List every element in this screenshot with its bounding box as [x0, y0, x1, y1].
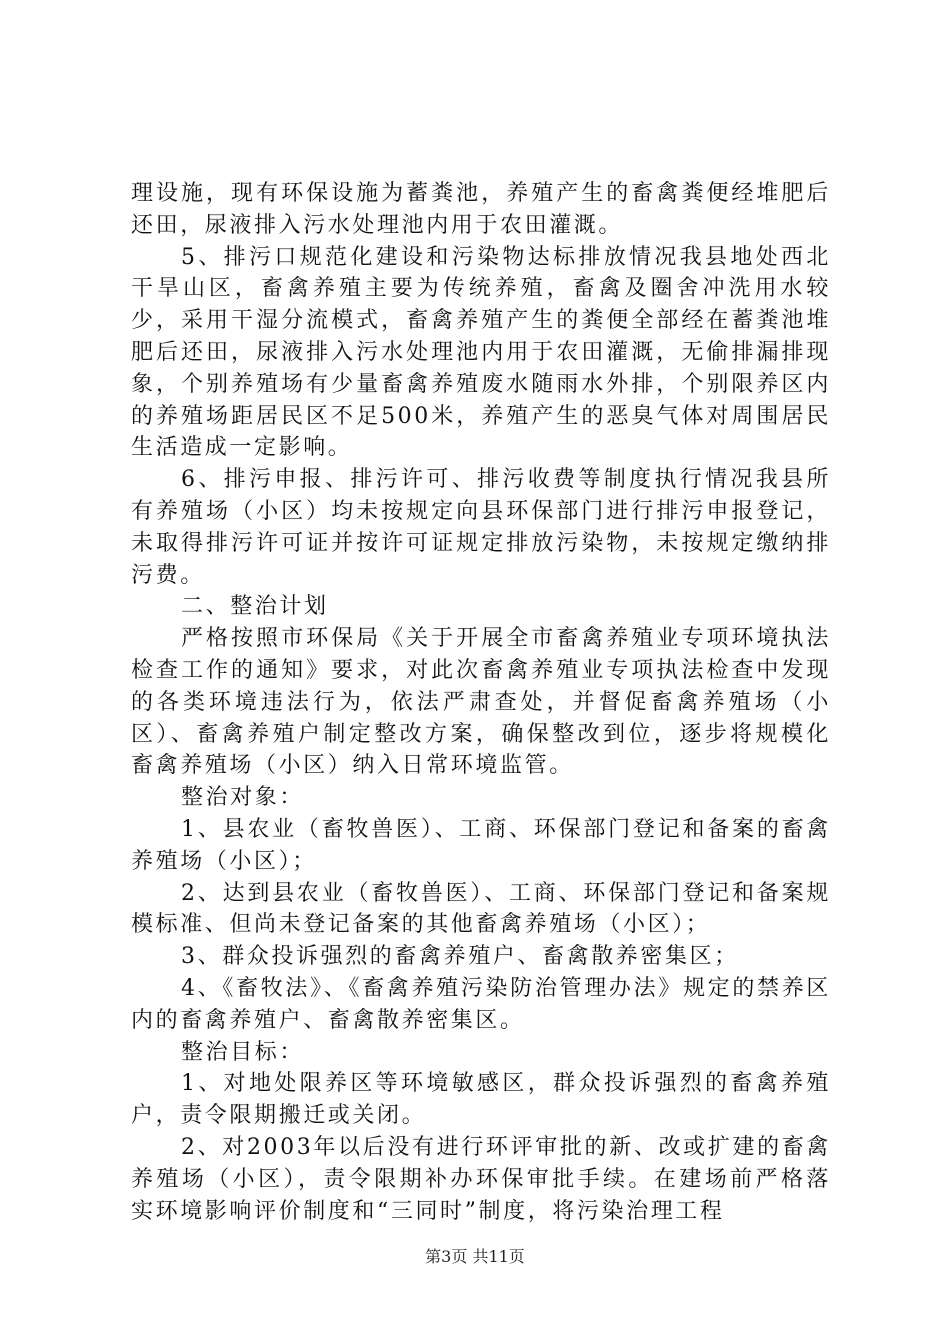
document-body [131, 178, 831, 1227]
paragraph-3: 6、排污申报、排污许可、排污收费等制度执行情况我县所有养殖场（小区）均未按规定向县环保部门进行排污申报登记，未取得排污许可证并按许可证规定排放污染物，未按规定缴纳排污费。 [131, 467, 831, 588]
list-item: 4、《畜牧法》、《畜禽养殖污染防治管理办法》规定的禁养区内的畜禽养殖户、畜禽散养密集区。 [131, 975, 831, 1033]
list-item: 2、对2003年以后没有进行环评审批的新、改或扩建的畜禽养殖场（小区），责令限期补办环保审批手续。在建场前严格落实环境影响评价制度和“三同时”制度，将污染治理工程 [131, 1134, 831, 1224]
paragraph-5: 严格按照市环保局《关于开展全市畜禽养殖业专项环境执法检查工作的通知》要求，对此次畜禽养殖业专项执法检查中发现的各类环境违法行为，依法严肃查处，并督促畜禽养殖场（小区）、畜禽养殖户制定整改方案，确保整改到位，逐步将规模化畜禽养殖场（小区）纳入日常环境监管。 [131, 626, 831, 779]
paragraph-1: 理设施，现有环保设施为蓄粪池，养殖产生的畜禽粪便经堆肥后还田，尿液排入污水处理池内用于农田灌溉。 [131, 181, 831, 238]
list-item: 2、达到县农业（畜牧兽医）、工商、环保部门登记和备案规模标准、但尚未登记备案的其他畜禽养殖场（小区）； [131, 880, 831, 938]
paragraph-2: 5、排污口规范化建设和污染物达标排放情况我县地处西北干旱山区，畜禽养殖主要为传统养殖，畜禽及圈舍冲洗用水较少，采用干湿分流模式，畜禽养殖产生的粪便全部经在蓄粪池堆肥后还田，尿液排入污水处理池内用于农田灌溉，无偷排漏排现象，个别养殖场有少量畜禽养殖废水随雨水外排，个别限养区内的养殖场距居民区不足500米，养殖产生的恶臭气体对周围居民生活造成一定影响。 [131, 244, 831, 461]
page-number: 第3页 共11页 [425, 1247, 525, 1266]
list-item: 1、对地处限养区等环境敏感区，群众投诉强烈的畜禽养殖户，责令限期搬迁或关闭。 [131, 1071, 831, 1129]
subheading-targets: 整治对象： [181, 785, 305, 811]
section-heading: 二、整治计划 [181, 594, 329, 620]
list-item: 1、县农业（畜牧兽医）、工商、环保部门登记和备案的畜禽养殖场（小区）； [131, 816, 831, 874]
list-item: 3、群众投诉强烈的畜禽养殖户、畜禽散养密集区； [181, 944, 739, 970]
subheading-goals: 整治目标： [181, 1039, 305, 1065]
